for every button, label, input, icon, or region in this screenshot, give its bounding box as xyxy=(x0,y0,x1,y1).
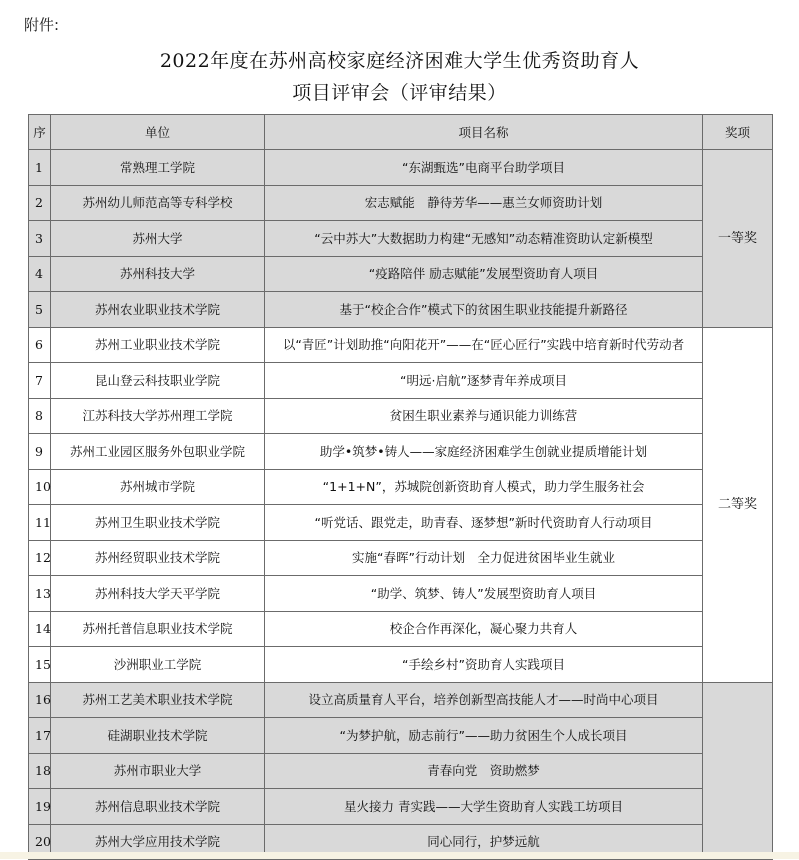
table-row xyxy=(29,540,773,576)
cell-project: “东湖甄选”电商平台助学项目 xyxy=(265,150,703,186)
cell-unit: 江苏科技大学苏州理工学院 xyxy=(51,398,265,434)
page-bottom-edge xyxy=(0,852,799,859)
table-row xyxy=(29,576,773,612)
table-row xyxy=(29,327,773,363)
award-first: 一等奖 xyxy=(703,150,773,328)
cell-seq: 11 xyxy=(29,505,51,541)
cell-project: “明远·启航”逐梦青年养成项目 xyxy=(265,363,703,399)
cell-unit: 常熟理工学院 xyxy=(51,150,265,186)
cell-project: 同心同行，护梦远航 xyxy=(265,824,703,860)
award-third xyxy=(703,682,773,860)
header-award: 奖项 xyxy=(703,115,773,150)
table-row xyxy=(29,150,773,186)
cell-seq: 8 xyxy=(29,398,51,434)
table-row xyxy=(29,753,773,789)
cell-project: “疫路陪伴 励志赋能”发展型资助育人项目 xyxy=(265,256,703,292)
cell-project: 校企合作再深化，凝心聚力共育人 xyxy=(265,611,703,647)
cell-project: 星火接力 青实践——大学生资助育人实践工坊项目 xyxy=(265,789,703,825)
cell-unit: 苏州工业职业技术学院 xyxy=(51,327,265,363)
award-second: 二等奖 xyxy=(703,327,773,682)
table-row xyxy=(29,221,773,257)
attachment-label: 附件: xyxy=(24,16,60,34)
cell-seq: 18 xyxy=(29,753,51,789)
cell-seq: 16 xyxy=(29,682,51,718)
cell-unit: 苏州工艺美术职业技术学院 xyxy=(51,682,265,718)
cell-seq: 17 xyxy=(29,718,51,754)
cell-unit: 苏州工业园区服务外包职业学院 xyxy=(51,434,265,470)
table-header-row xyxy=(29,115,773,150)
table-row xyxy=(29,256,773,292)
cell-unit: 苏州幼儿师范高等专科学校 xyxy=(51,185,265,221)
cell-unit: 苏州城市学院 xyxy=(51,469,265,505)
cell-project: 贫困生职业素养与通识能力训练营 xyxy=(265,398,703,434)
cell-project: “云中苏大”大数据助力构建“无感知”动态精准资助认定新模型 xyxy=(265,221,703,257)
table-row xyxy=(29,611,773,647)
cell-seq: 5 xyxy=(29,292,51,328)
cell-unit: 昆山登云科技职业学院 xyxy=(51,363,265,399)
cell-project: “听党话、跟党走，助青春、逐梦想”新时代资助育人行动项目 xyxy=(265,505,703,541)
cell-seq: 12 xyxy=(29,540,51,576)
cell-project: “1+1+N”，苏城院创新资助育人模式，助力学生服务社会 xyxy=(265,469,703,505)
table-row xyxy=(29,292,773,328)
table-row xyxy=(29,647,773,683)
cell-unit: 硅湖职业技术学院 xyxy=(51,718,265,754)
cell-unit: 苏州信息职业技术学院 xyxy=(51,789,265,825)
cell-unit: 苏州卫生职业技术学院 xyxy=(51,505,265,541)
cell-unit: 苏州经贸职业技术学院 xyxy=(51,540,265,576)
cell-project: 宏志赋能 静待芳华——惠兰女师资助计划 xyxy=(265,185,703,221)
cell-seq: 3 xyxy=(29,221,51,257)
table-row xyxy=(29,718,773,754)
page-title-line2: 项目评审会（评审结果） xyxy=(292,82,507,104)
cell-unit: 苏州大学 xyxy=(51,221,265,257)
cell-unit: 苏州科技大学天平学院 xyxy=(51,576,265,612)
cell-seq: 1 xyxy=(29,150,51,186)
table-row xyxy=(29,185,773,221)
cell-project: “助学、筑梦、铸人”发展型资助育人项目 xyxy=(265,576,703,612)
cell-unit: 苏州托普信息职业技术学院 xyxy=(51,611,265,647)
cell-project: 青春向党 资助燃梦 xyxy=(265,753,703,789)
cell-project: 实施“春晖”行动计划 全力促进贫困毕业生就业 xyxy=(265,540,703,576)
table-row xyxy=(29,789,773,825)
cell-seq: 10 xyxy=(29,469,51,505)
cell-seq: 2 xyxy=(29,185,51,221)
cell-project: 设立高质量育人平台，培养创新型高技能人才——时尚中心项目 xyxy=(265,682,703,718)
cell-unit: 苏州市职业大学 xyxy=(51,753,265,789)
cell-project: 基于“校企合作”模式下的贫困生职业技能提升新路径 xyxy=(265,292,703,328)
cell-seq: 9 xyxy=(29,434,51,470)
cell-seq: 14 xyxy=(29,611,51,647)
cell-project: “为梦护航，励志前行”——助力贫困生个人成长项目 xyxy=(265,718,703,754)
cell-unit: 苏州大学应用技术学院 xyxy=(51,824,265,860)
header-seq: 序 xyxy=(29,115,51,150)
table-row xyxy=(29,682,773,718)
table-row xyxy=(29,363,773,399)
page-title-line1: 2022年度在苏州高校家庭经济困难大学生优秀资助育人 xyxy=(159,50,640,72)
results-table xyxy=(28,114,773,860)
cell-unit: 沙洲职业工学院 xyxy=(51,647,265,683)
table-row xyxy=(29,505,773,541)
cell-seq: 6 xyxy=(29,327,51,363)
table-row xyxy=(29,434,773,470)
cell-unit: 苏州农业职业技术学院 xyxy=(51,292,265,328)
table-row xyxy=(29,469,773,505)
header-unit: 单位 xyxy=(51,115,265,150)
cell-seq: 15 xyxy=(29,647,51,683)
cell-seq: 20 xyxy=(29,824,51,860)
cell-seq: 19 xyxy=(29,789,51,825)
header-project: 项目名称 xyxy=(265,115,703,150)
table-row xyxy=(29,398,773,434)
cell-seq: 7 xyxy=(29,363,51,399)
cell-seq: 4 xyxy=(29,256,51,292)
cell-project: 助学•筑梦•铸人——家庭经济困难学生创就业提质增能计划 xyxy=(265,434,703,470)
cell-unit: 苏州科技大学 xyxy=(51,256,265,292)
cell-project: 以“青匠”计划助推“向阳花开”——在“匠心匠行”实践中培育新时代劳动者 xyxy=(265,327,703,363)
cell-seq: 13 xyxy=(29,576,51,612)
cell-project: “手绘乡村”资助育人实践项目 xyxy=(265,647,703,683)
